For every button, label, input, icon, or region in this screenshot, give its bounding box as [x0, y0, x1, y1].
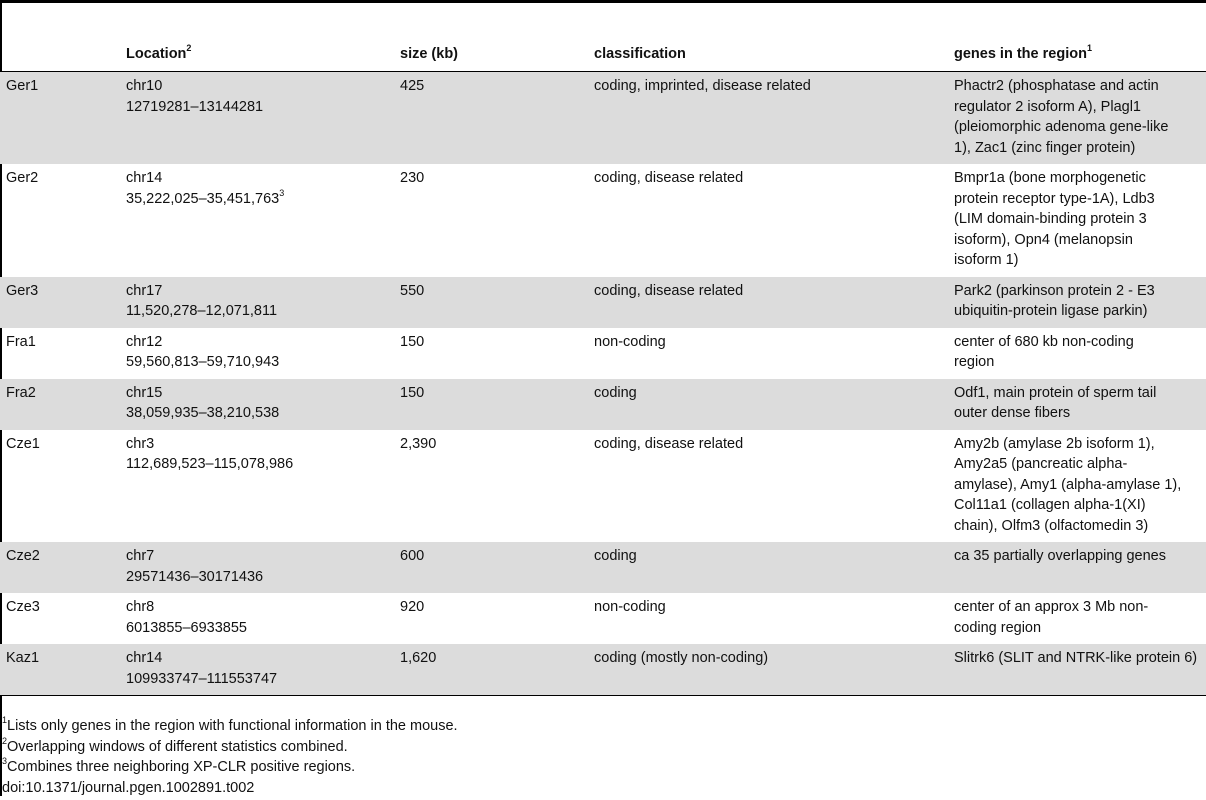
- region-size: 600: [394, 542, 588, 593]
- region-size: 550: [394, 277, 588, 328]
- table-row: [0, 644, 1206, 696]
- region-location: [120, 379, 394, 430]
- location-chromosome: chr15: [126, 384, 163, 401]
- location-range: 109933747–111553747: [126, 670, 278, 687]
- region-genes: [948, 328, 1206, 379]
- region-location: [120, 430, 394, 543]
- region-genes: [948, 72, 1206, 165]
- genes-line: regulator 2 isoform A), Plagl1: [954, 98, 1141, 115]
- region-size: 230: [400, 170, 425, 186]
- header-genes-sup: 1: [1086, 42, 1092, 53]
- location-range: 11,520,278–12,071,811: [126, 303, 278, 319]
- region-classification: coding, imprinted, disease related: [588, 72, 948, 165]
- location-footnote-mark: 3: [279, 187, 285, 198]
- genes-line: Amy2b (amylase 2b isoform 1),: [954, 435, 1155, 452]
- location-chromosome: chr14: [126, 650, 163, 666]
- region-genes: [948, 644, 1206, 696]
- location-chromosome: chr12: [126, 333, 163, 350]
- region-location: [120, 593, 394, 644]
- gene-region-table: [0, 35, 1206, 696]
- table-row: [0, 164, 1206, 277]
- genes-line: isoform 1): [954, 252, 1019, 268]
- table-row: [0, 593, 1206, 644]
- genes-line: isoform), Opn4 (melanopsin: [954, 231, 1133, 248]
- region-classification: coding: [588, 542, 948, 593]
- genes-line: Phactr2 (phosphatase and actin: [954, 78, 1159, 94]
- region-classification: coding, disease related: [594, 170, 744, 186]
- region-location: [120, 164, 394, 277]
- region-classification: non-coding: [594, 333, 666, 350]
- genes-line: chain), Olfm3 (olfactomedin 3): [954, 517, 1149, 534]
- region-size: 2,390: [400, 435, 437, 452]
- table-row: [0, 430, 1206, 543]
- table-row: [0, 72, 1206, 165]
- genes-line: 1), Zac1 (zinc finger protein): [954, 139, 1136, 156]
- region-genes: [948, 593, 1206, 644]
- genes-line: Amy2a5 (pancreatic alpha-: [954, 456, 1128, 472]
- region-size: 920: [400, 599, 425, 615]
- table-row: [0, 277, 1206, 328]
- genes-line: amylase), Amy1 (alpha-amylase 1),: [954, 476, 1182, 493]
- region-name: Cze1: [6, 435, 40, 452]
- genes-line: Odf1, main protein of sperm tail: [954, 384, 1157, 401]
- region-name: Ger3: [0, 277, 120, 328]
- genes-line: protein receptor type-1A), Ldb3: [954, 190, 1155, 207]
- genes-line: Bmpr1a (bone morphogenetic: [954, 170, 1146, 186]
- location-range: 59,560,813–59,710,943: [126, 354, 280, 370]
- footnote-3: $^3$Combines three neighboring XP-CLR positive regions.: [2, 756, 356, 775]
- header-location: Location$^2$: [120, 35, 394, 72]
- genes-line: outer dense fibers: [954, 405, 1071, 421]
- region-location: [120, 277, 394, 328]
- footnote-1: $^1$Lists only genes in the region with functional information in the mouse.: [2, 715, 458, 734]
- genes-line: ubiquitin-protein ligase parkin): [954, 303, 1148, 319]
- genes-line: Col11a1 (collagen alpha-1(XI): [954, 497, 1146, 513]
- region-classification: coding, disease related: [588, 277, 948, 328]
- genes-line: region: [954, 354, 995, 370]
- region-size: 1,620: [394, 644, 588, 696]
- region-size: 150: [400, 333, 425, 350]
- region-classification: coding: [588, 379, 948, 430]
- region-classification: coding, disease related: [594, 435, 744, 452]
- location-range: 12719281–13144281: [126, 98, 264, 115]
- location-chromosome: chr14: [126, 170, 163, 186]
- region-genes: [948, 542, 1206, 593]
- region-genes: [948, 164, 1206, 277]
- header-location-sup: 2: [186, 42, 192, 53]
- header-name: [0, 35, 120, 72]
- footnote-2: $^2$Overlapping windows of different statistics combined.: [2, 735, 348, 755]
- location-range: 38,059,935–38,210,538: [126, 405, 280, 421]
- location-chromosome: chr8: [126, 599, 155, 615]
- region-genes: [948, 277, 1206, 328]
- genes-line: Park2 (parkinson protein 2 - E3: [954, 282, 1155, 299]
- location-chromosome: chr17: [126, 282, 163, 299]
- region-classification: non-coding: [594, 599, 666, 615]
- table-header-row: [0, 35, 1206, 72]
- region-location: [120, 72, 394, 165]
- region-location: [120, 644, 394, 696]
- genes-line: (pleiomorphic adenoma gene-like: [954, 119, 1169, 135]
- table-row: [0, 328, 1206, 379]
- location-range: 35,222,025–35,451,763$^3$: [126, 187, 285, 207]
- header-genes: genes in the region$^1$: [948, 35, 1206, 72]
- region-name: Cze2: [0, 542, 120, 593]
- header-size: size (kb): [394, 35, 588, 72]
- region-name: Ger2: [6, 170, 39, 186]
- genes-line: ca 35 partially overlapping genes: [954, 548, 1166, 564]
- region-location: [120, 542, 394, 593]
- table-row: [0, 542, 1206, 593]
- genes-line: Slitrk6 (SLIT and NTRK-like protein 6): [954, 650, 1198, 666]
- region-name: Kaz1: [0, 644, 120, 696]
- location-chromosome: chr7: [126, 548, 155, 564]
- header-classification: classification: [588, 35, 948, 72]
- location-range: 29571436–30171436: [126, 568, 264, 585]
- region-size: 425: [394, 72, 588, 165]
- location-chromosome: chr3: [126, 435, 155, 452]
- region-size: 150: [394, 379, 588, 430]
- footnotes: [2, 716, 1202, 798]
- region-classification: coding (mostly non-coding): [588, 644, 948, 696]
- location-range: 6013855–6933855: [126, 619, 247, 636]
- region-name: Fra1: [6, 333, 36, 350]
- genes-line: center of 680 kb non-coding: [954, 333, 1134, 350]
- genes-line: (LIM domain-binding protein 3: [954, 211, 1147, 227]
- table-row: [0, 379, 1206, 430]
- region-name: Ger1: [0, 72, 120, 165]
- region-name: Fra2: [0, 379, 120, 430]
- region-genes: [948, 430, 1206, 543]
- doi: doi:10.1371/journal.pgen.1002891.t002: [2, 779, 255, 796]
- region-location: [120, 328, 394, 379]
- location-range: 112,689,523–115,078,986: [126, 456, 294, 472]
- region-genes: [948, 379, 1206, 430]
- top-rule: [0, 0, 1206, 3]
- genes-line: center of an approx 3 Mb non-: [954, 599, 1149, 615]
- location-chromosome: chr10: [126, 78, 163, 94]
- genes-line: coding region: [954, 619, 1042, 636]
- region-name: Cze3: [6, 599, 40, 615]
